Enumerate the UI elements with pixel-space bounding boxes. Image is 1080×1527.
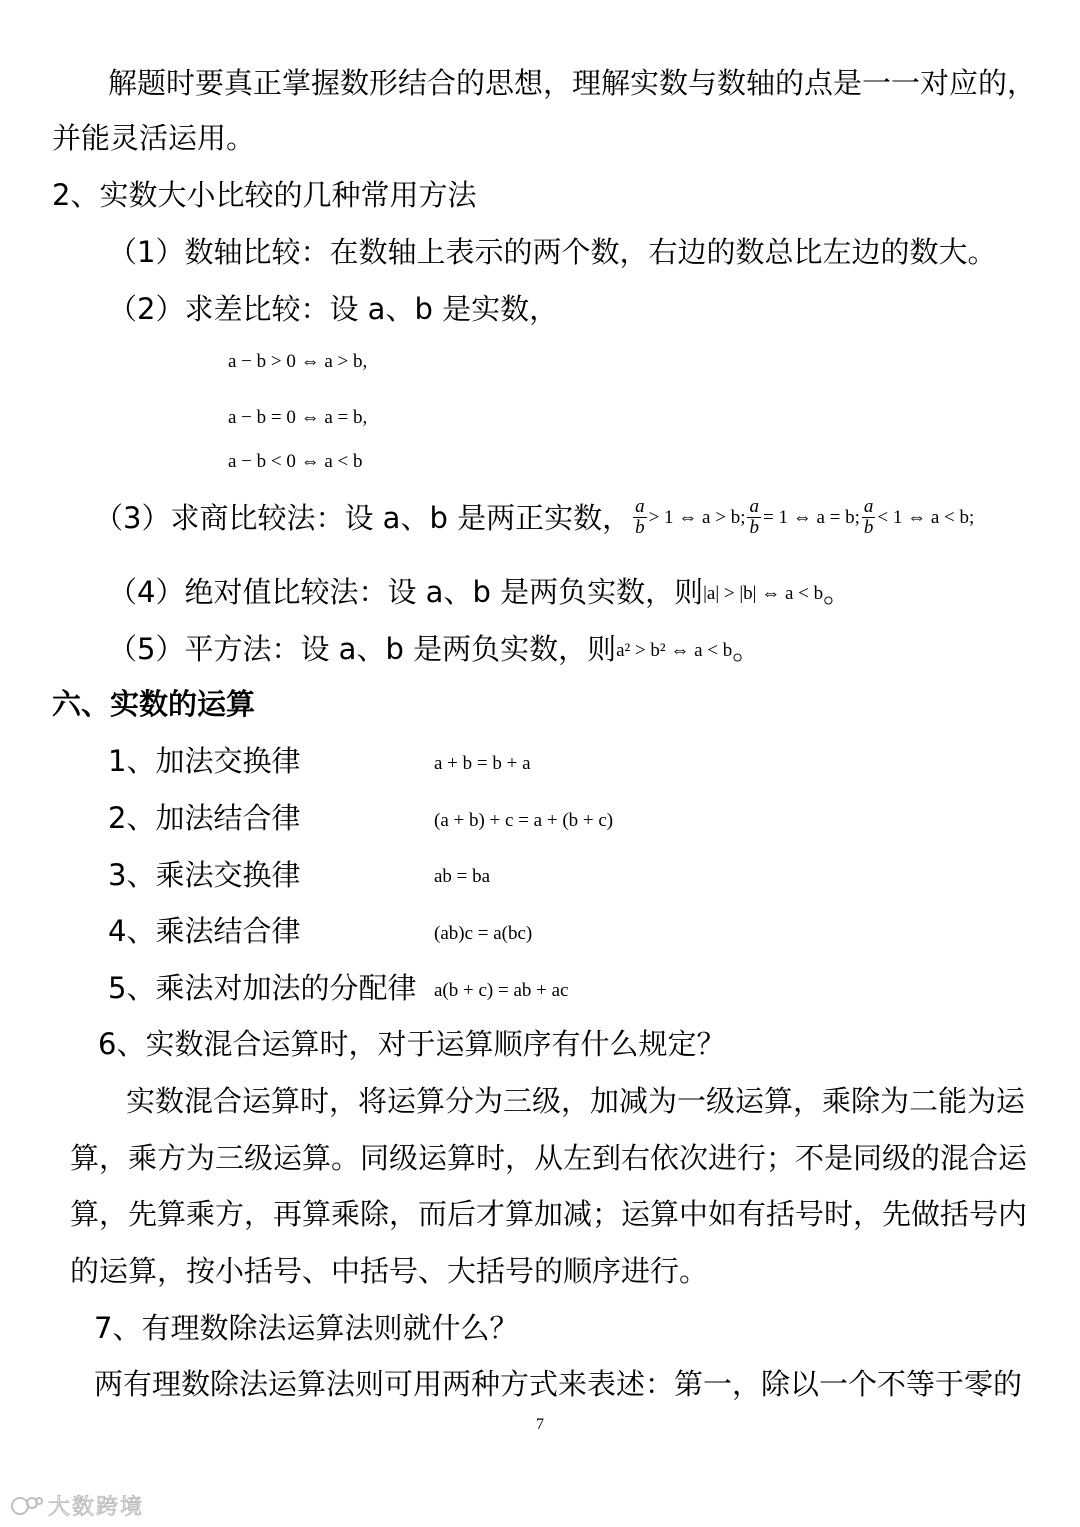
- quotient-part-2: = 1 ⇔ a = b;: [762, 506, 860, 528]
- law-label: 4、乘法结合律: [108, 914, 301, 948]
- law-formula: (a + b) + c = a + (b + c): [434, 810, 614, 831]
- section-6-heading: 六、实数的运算: [52, 687, 256, 721]
- method-4: （4）绝对值比较法：设 a、b 是两负实数，则|a| > |b| ⇔ a < b。: [108, 575, 853, 609]
- method-3-text: （3）求商比较法：设 a、b 是两正实数，: [94, 500, 632, 535]
- fraction-a-over-b: $\frac{a}{b}$: [635, 496, 645, 538]
- quotient-part-3: < 1 ⇔ a < b;: [877, 506, 975, 528]
- fraction-a-over-b: $\frac{a}{b}$: [749, 496, 759, 538]
- law-formula: (ab)c = a(bc): [434, 923, 533, 944]
- question-6: 6、实数混合运算时，对于运算顺序有什么规定？: [98, 1027, 726, 1061]
- watermark-logo-icon: [10, 1493, 44, 1519]
- paragraph-line: 并能灵活运用。: [52, 121, 256, 155]
- law-formula: a(b + c) = ab + ac: [434, 980, 569, 1001]
- paragraph-line: 解题时要真正掌握数形结合的思想，理解实数与数轴的点是一一对应的，: [108, 66, 1037, 100]
- method-5: （5）平方法：设 a、b 是两负实数，则a² > b² ⇔ a < b。: [108, 632, 762, 666]
- answer-6-line: 算，乘方为三级运算。同级运算时，从左到右依次进行；不是同级的混合运: [70, 1141, 1028, 1175]
- law-label: 2、加法结合律: [108, 801, 301, 835]
- method-3: [94, 497, 974, 538]
- quotient-part-1: > 1 ⇔ a > b;: [648, 506, 746, 528]
- law-formula: ab = ba: [434, 866, 491, 887]
- answer-6-line: 算，先算乘方，再算乘除，而后才算加减；运算中如有括号时，先做括号内: [70, 1197, 1028, 1231]
- method-1: （1）数轴比较：在数轴上表示的两个数，右边的数总比左边的数大。: [108, 235, 997, 269]
- watermark-text: 大数跨境: [48, 1495, 145, 1520]
- watermark: [10, 1490, 144, 1521]
- answer-6-line: 实数混合运算时，将运算分为三级，加减为一级运算，乘除为二能为运: [126, 1084, 1026, 1118]
- fraction-a-over-b: $\frac{a}{b}$: [863, 496, 874, 538]
- law-label: 1、加法交换律: [108, 744, 301, 778]
- diff-formula-2: a − b = 0 ⇔ a = b,: [228, 407, 368, 428]
- section-heading: 2、实数大小比较的几种常用方法: [52, 178, 477, 212]
- method-2: （2）求差比较：设 a、b 是实数，: [108, 292, 559, 326]
- answer-7-line: 两有理数除法运算法则可用两种方式来表述：第一，除以一个不等于零的: [94, 1367, 1023, 1401]
- abs-formula: |a| > |b| ⇔ a < b: [703, 583, 824, 604]
- law-label: 3、乘法交换律: [108, 858, 301, 892]
- diff-formula-3: a − b < 0 ⇔ a < b: [228, 451, 363, 472]
- square-formula: a² > b² ⇔ a < b: [616, 640, 733, 661]
- page-number: 7: [536, 1416, 544, 1433]
- answer-6-line: 的运算，按小括号、中括号、大括号的顺序进行。: [70, 1254, 709, 1288]
- law-formula: a + b = b + a: [434, 753, 531, 774]
- law-label: 5、乘法对加法的分配律: [108, 971, 417, 1005]
- question-7: 7、有理数除法运算法则就什么？: [94, 1311, 519, 1345]
- diff-formula-1: a − b > 0 ⇔ a > b,: [228, 351, 368, 372]
